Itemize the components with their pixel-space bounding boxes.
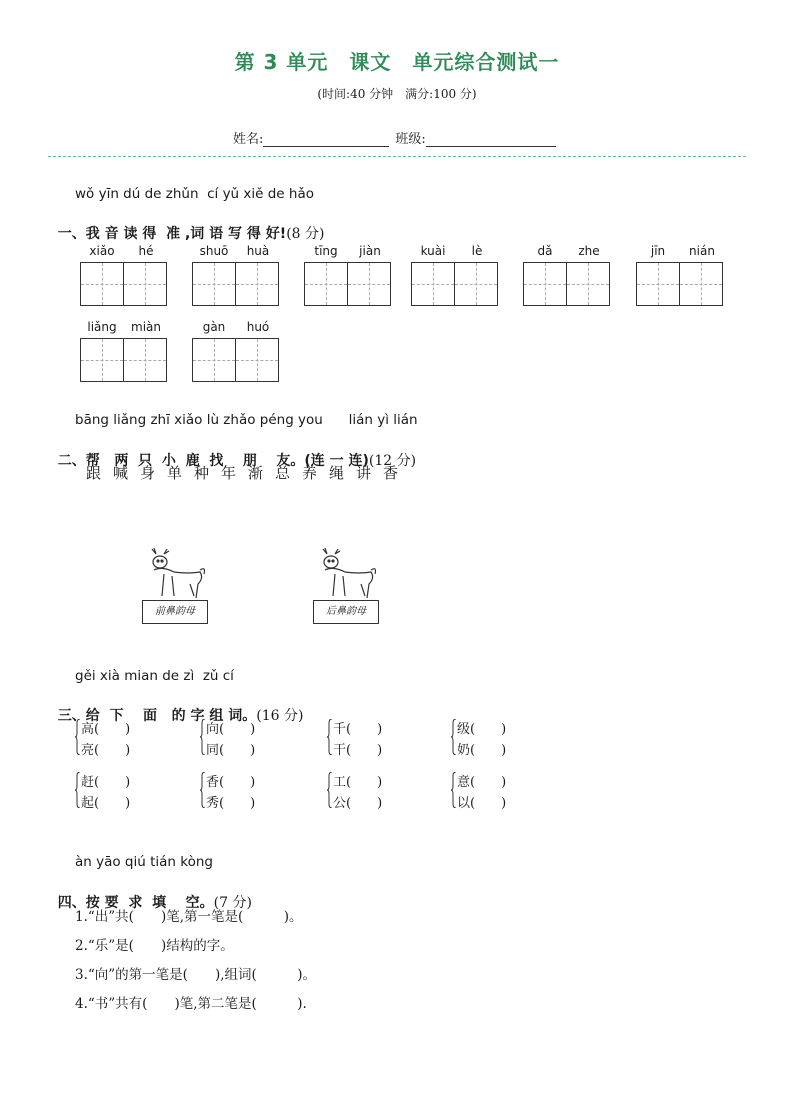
grid-pinyin: huà <box>246 244 270 258</box>
character[interactable]: 年 <box>221 464 237 482</box>
grid-pinyin: liǎng <box>87 320 117 334</box>
brace-icon <box>451 719 456 755</box>
section4-heading-text: 四、按 要 求 填 空。 <box>57 895 214 911</box>
word-pair-group <box>200 718 280 758</box>
character[interactable]: 身 <box>140 464 156 482</box>
class-field[interactable] <box>426 132 556 147</box>
grid-pinyin: xiǎo <box>89 244 115 258</box>
tian-box[interactable] <box>192 262 236 306</box>
divider <box>48 156 746 157</box>
grid-pinyin: jīn <box>650 244 666 258</box>
character[interactable]: 喊 <box>113 464 129 482</box>
tian-box[interactable] <box>636 262 680 306</box>
character-list <box>86 462 410 483</box>
word-blank[interactable]: 赶( ) <box>81 775 131 790</box>
grid-pinyin: huó <box>246 320 270 334</box>
grid-pinyin: gàn <box>202 320 226 334</box>
tian-box[interactable] <box>123 262 167 306</box>
word-blank[interactable]: 以( ) <box>457 796 507 811</box>
brace-icon <box>200 772 205 808</box>
question-4[interactable]: 4.“书”共有( )笔,第二笔是( ). <box>75 996 307 1012</box>
grid-pinyin: dǎ <box>537 244 553 258</box>
character[interactable]: 跟 <box>86 464 102 482</box>
grid-pinyin: jiàn <box>359 244 381 258</box>
word-pair-group <box>451 771 531 811</box>
tian-box[interactable] <box>235 338 279 382</box>
section4-pinyin: àn yāo qiú tián kòng <box>75 854 213 870</box>
character[interactable]: 总 <box>275 464 291 482</box>
word-blank[interactable]: 同( ) <box>206 743 256 758</box>
deer-label: 后鼻韵母 <box>313 600 379 624</box>
character[interactable]: 香 <box>383 464 399 482</box>
page-title: 第 3 单元 课文 单元综合测试一 <box>234 50 560 74</box>
word-blank[interactable]: 向( ) <box>206 722 256 737</box>
word-blank[interactable]: 公( ) <box>333 796 383 811</box>
deer-icon <box>313 548 379 602</box>
question-2[interactable]: 2.“乐”是( )结构的字。 <box>75 938 234 954</box>
word-blank[interactable]: 干( ) <box>333 743 383 758</box>
brace-icon <box>327 719 332 755</box>
brace-icon <box>327 772 332 808</box>
word-blank[interactable]: 千( ) <box>333 722 383 737</box>
tian-box[interactable] <box>411 262 455 306</box>
word-blank[interactable]: 工( ) <box>333 775 383 790</box>
grid-pinyin: shuō <box>199 244 229 258</box>
section3-heading-text: 三、给 下 面 的 字 组 词。 <box>57 708 257 724</box>
section3-score: (16 分) <box>256 708 304 724</box>
word-blank[interactable]: 起( ) <box>81 796 131 811</box>
tian-box[interactable] <box>523 262 567 306</box>
deer-back-nasal[interactable] <box>313 548 379 617</box>
section1-score: (8 分) <box>286 226 325 242</box>
word-pair-group <box>200 771 280 811</box>
name-class-line <box>233 128 556 147</box>
word-blank[interactable]: 亮( ) <box>81 743 131 758</box>
word-pair-group <box>75 771 155 811</box>
deer-label: 前鼻韵母 <box>142 600 208 624</box>
section3-pinyin: gěi xià mian de zì zǔ cí <box>75 668 234 684</box>
name-label: 姓名: <box>233 132 264 147</box>
word-blank[interactable]: 意( ) <box>457 775 507 790</box>
deer-front-nasal[interactable] <box>142 548 208 617</box>
grid-pinyin: zhe <box>578 244 600 258</box>
character[interactable]: 渐 <box>248 464 264 482</box>
character[interactable]: 单 <box>167 464 183 482</box>
class-label: 班级: <box>395 132 426 147</box>
test-info: (时间:40 分钟 满分:100 分) <box>317 87 477 101</box>
character[interactable]: 讲 <box>356 464 372 482</box>
grid-pinyin: hé <box>138 244 154 258</box>
word-pair-group <box>451 718 531 758</box>
brace-icon <box>200 719 205 755</box>
character[interactable]: 养 <box>302 464 318 482</box>
tian-box[interactable] <box>347 262 391 306</box>
grid-pinyin: lè <box>471 244 483 258</box>
tian-box[interactable] <box>192 338 236 382</box>
name-field[interactable] <box>263 132 389 147</box>
grid-pinyin: kuài <box>420 244 446 258</box>
word-pair-group <box>327 718 407 758</box>
tian-box[interactable] <box>80 338 124 382</box>
section2-pinyin: bāng liǎng zhī xiǎo lù zhǎo péng you lián yì lián <box>75 412 418 428</box>
brace-icon <box>75 719 80 755</box>
section1-heading <box>48 207 324 243</box>
brace-icon <box>451 772 456 808</box>
word-blank[interactable]: 级( ) <box>457 722 507 737</box>
tian-box[interactable] <box>566 262 610 306</box>
word-pair-group <box>327 771 407 811</box>
question-1[interactable]: 1.“出”共( )笔,第一笔是( )。 <box>75 909 303 925</box>
section2-heading-text: 二、帮 两 只 小 鹿 找 朋 友。(连 一 连) <box>57 453 369 469</box>
tian-box[interactable] <box>80 262 124 306</box>
character[interactable]: 种 <box>194 464 210 482</box>
tian-box[interactable] <box>235 262 279 306</box>
grid-pinyin: tīng <box>314 244 338 258</box>
tian-box[interactable] <box>304 262 348 306</box>
section4-score: (7 分) <box>213 895 252 911</box>
word-blank[interactable]: 高( ) <box>81 722 131 737</box>
brace-icon <box>75 772 80 808</box>
question-3[interactable]: 3.“向”的第一笔是( ),组词( )。 <box>75 967 317 983</box>
word-pair-group <box>75 718 155 758</box>
tian-box[interactable] <box>123 338 167 382</box>
tian-box[interactable] <box>679 262 723 306</box>
section1-pinyin: wǒ yīn dú de zhǔn cí yǔ xiě de hǎo <box>75 186 314 202</box>
grid-pinyin: miàn <box>131 320 161 334</box>
word-blank[interactable]: 香( ) <box>206 775 256 790</box>
tian-box[interactable] <box>454 262 498 306</box>
section1-heading-text: 一、我 音 读 得 准 ,词 语 写 得 好! <box>57 226 287 242</box>
character[interactable]: 绳 <box>329 464 345 482</box>
deer-icon <box>142 548 208 602</box>
section2-score: (12 分) <box>368 453 417 469</box>
word-blank[interactable]: 秀( ) <box>206 796 256 811</box>
grid-pinyin: nián <box>689 244 715 258</box>
word-blank[interactable]: 奶( ) <box>457 743 507 758</box>
